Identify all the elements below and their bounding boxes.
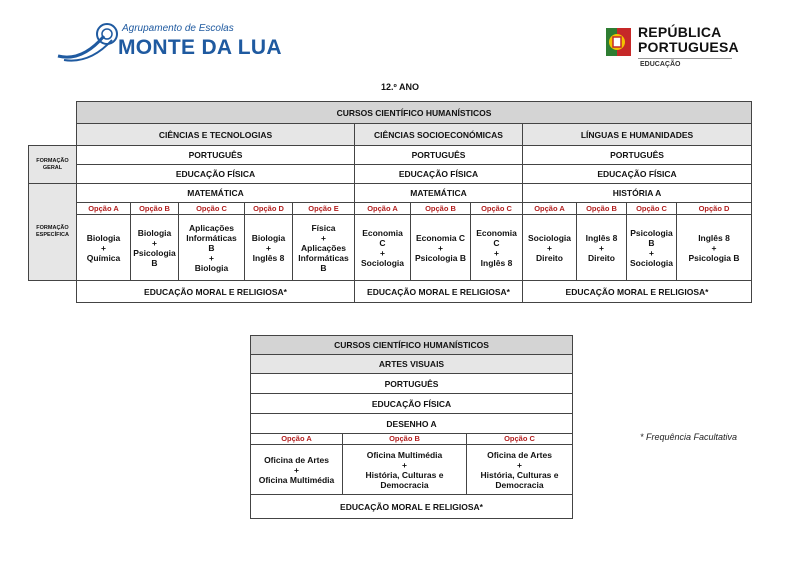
subject-line: Informáticas: [186, 232, 237, 243]
emr-cell: EDUCAÇÃO MORAL E RELIGIOSA*: [523, 281, 752, 303]
subject-line: História, Culturas e: [480, 469, 559, 480]
blank-corner: [29, 102, 77, 124]
subject-line: +: [649, 247, 654, 258]
subject-line: +: [266, 242, 271, 253]
blank-corner: [29, 124, 77, 146]
coat-of-arms-icon: [604, 24, 634, 60]
artes-educacao-fisica: EDUCAÇÃO FÍSICA: [251, 394, 573, 414]
trienal-cell: MATEMÁTICA: [355, 184, 523, 203]
artes-area: ARTES VISUAIS: [251, 355, 573, 374]
subject-line: Biologia: [194, 262, 229, 273]
option-subjects: [471, 215, 523, 281]
subject-line: +: [711, 242, 717, 253]
option-header: Opção D: [245, 203, 293, 215]
portugues-cell: PORTUGUÊS: [355, 146, 523, 165]
logo-divider: [638, 58, 732, 59]
subject-line: Aplicações: [301, 242, 346, 253]
trienal-cell: HISTÓRIA A: [523, 184, 752, 203]
option-subjects: [577, 215, 627, 281]
main-courses-table: [28, 101, 752, 303]
subject-line: Psicologia B: [688, 252, 740, 263]
subject-line: C: [379, 237, 386, 248]
subject-line: +: [547, 242, 552, 253]
option-subjects: [467, 445, 573, 495]
option-subjects: [355, 215, 411, 281]
subject-line: B: [151, 257, 158, 268]
government-logo-line1: REPÚBLICA: [638, 24, 722, 40]
emr-cell: EDUCAÇÃO MORAL E RELIGIOSA*: [77, 281, 355, 303]
subject-line: Biologia: [137, 227, 172, 238]
subject-line: Oficina Multimédia: [258, 474, 335, 485]
option-subjects: [131, 215, 179, 281]
government-logo: [604, 22, 754, 70]
subject-line: +: [599, 242, 604, 253]
subject-line: Economia: [362, 227, 403, 238]
school-logo-subtitle: Agrupamento de Escolas: [122, 23, 234, 34]
option-subjects: [523, 215, 577, 281]
option-subjects: [411, 215, 471, 281]
subject-line: Inglês 8: [698, 232, 730, 243]
subject-line: +: [321, 232, 326, 243]
government-logo-ministry: EDUCAÇÃO: [640, 61, 681, 68]
subject-line: Oficina Multimédia: [366, 449, 443, 460]
area-ciencias-socioeconomicas: CIÊNCIAS SOCIOECONÓMICAS: [355, 124, 523, 146]
subject-line: Democracia: [380, 479, 429, 490]
option-header: Opção C: [467, 434, 573, 445]
subject-line: Democracia: [495, 479, 544, 490]
option-header: Opção C: [179, 203, 245, 215]
subject-line: +: [517, 459, 522, 470]
subject-line: +: [380, 247, 385, 258]
subject-line: B: [648, 237, 655, 248]
subject-line: B: [320, 262, 327, 273]
artes-portugues: PORTUGUÊS: [251, 374, 573, 394]
subject-line: Aplicações: [189, 222, 234, 233]
option-header: Opção A: [523, 203, 577, 215]
option-subjects: [245, 215, 293, 281]
subject-line: Psicologia: [133, 247, 176, 258]
option-header: Opção B: [343, 434, 467, 445]
subject-line: Sociologia: [630, 257, 673, 268]
educacao-fisica-cell: EDUCAÇÃO FÍSICA: [77, 165, 355, 184]
subject-line: +: [152, 237, 157, 248]
option-header: Opção B: [577, 203, 627, 215]
subject-line: Química: [86, 252, 121, 263]
area-linguas-humanidades: LÍNGUAS E HUMANIDADES: [523, 124, 752, 146]
option-header: Opção D: [677, 203, 752, 215]
option-subjects: [293, 215, 355, 281]
subject-line: +: [101, 242, 106, 253]
subject-line: Inglês 8: [252, 252, 285, 263]
trienal-cell: MATEMÁTICA: [77, 184, 355, 203]
educacao-fisica-cell: EDUCAÇÃO FÍSICA: [523, 165, 752, 184]
subject-line: Psicologia B: [414, 252, 466, 263]
subject-line: B: [208, 242, 215, 253]
option-subjects: [77, 215, 131, 281]
artes-emr: EDUCAÇÃO MORAL E RELIGIOSA*: [251, 495, 573, 519]
government-logo-line2: PORTUGUESA: [638, 39, 739, 55]
formacao-especifica-label: FORMAÇÃO ESPECÍFICA: [29, 184, 77, 281]
subject-line: Inglês 8: [585, 232, 618, 243]
subject-line: +: [494, 247, 499, 258]
blank-corner: [29, 281, 77, 303]
subject-line: Economia: [476, 227, 517, 238]
option-header: Opção B: [411, 203, 471, 215]
portugues-cell: PORTUGUÊS: [77, 146, 355, 165]
formacao-geral-label: FORMAÇÃO GERAL: [29, 146, 77, 184]
school-logo: [52, 18, 282, 66]
page-title: 12.º ANO: [381, 82, 419, 92]
subject-line: +: [402, 459, 407, 470]
option-subjects: [179, 215, 245, 281]
school-logo-name: MONTE DA LUA: [118, 36, 282, 59]
option-header: Opção C: [471, 203, 523, 215]
subject-line: História, Culturas e: [365, 469, 444, 480]
subject-line: Oficina de Artes: [264, 454, 329, 465]
subject-line: Biologia: [251, 232, 286, 243]
table-heading: CURSOS CIENTÍFICO HUMANÍSTICOS: [77, 102, 752, 124]
subject-line: +: [294, 464, 299, 475]
option-header: Opção B: [131, 203, 179, 215]
subject-line: +: [438, 242, 443, 253]
subject-line: C: [493, 237, 500, 248]
option-header: Opção A: [77, 203, 131, 215]
subject-line: Física: [311, 222, 336, 233]
area-ciencias-tecnologias: CIÊNCIAS E TECNOLOGIAS: [77, 124, 355, 146]
option-header: Opção E: [293, 203, 355, 215]
option-header: Opção A: [355, 203, 411, 215]
option-header: Opção C: [627, 203, 677, 215]
subject-line: Sociologia: [361, 257, 404, 268]
portugues-cell: PORTUGUÊS: [523, 146, 752, 165]
subject-line: Direito: [536, 252, 563, 263]
artes-courses-table: [250, 335, 573, 519]
option-subjects: [343, 445, 467, 495]
emr-cell: EDUCAÇÃO MORAL E RELIGIOSA*: [355, 281, 523, 303]
subject-line: Inglês 8: [480, 257, 513, 268]
subject-line: Informáticas: [298, 252, 349, 263]
subject-line: Sociologia: [528, 232, 571, 243]
option-subjects: [627, 215, 677, 281]
subject-line: Direito: [588, 252, 615, 263]
option-header: Opção A: [251, 434, 343, 445]
option-subjects: [251, 445, 343, 495]
footnote: * Frequência Facultativa: [640, 432, 738, 442]
option-subjects: [677, 215, 752, 281]
artes-desenho: DESENHO A: [251, 414, 573, 434]
moon-swirl-icon: [52, 18, 122, 66]
educacao-fisica-cell: EDUCAÇÃO FÍSICA: [355, 165, 523, 184]
subject-line: Oficina de Artes: [487, 449, 552, 460]
subject-line: Economia C: [415, 232, 466, 243]
artes-table-heading: CURSOS CIENTÍFICO HUMANÍSTICOS: [251, 336, 573, 355]
subject-line: Biologia: [86, 232, 121, 243]
subject-line: +: [209, 252, 214, 263]
subject-line: Psicologia: [630, 227, 673, 238]
